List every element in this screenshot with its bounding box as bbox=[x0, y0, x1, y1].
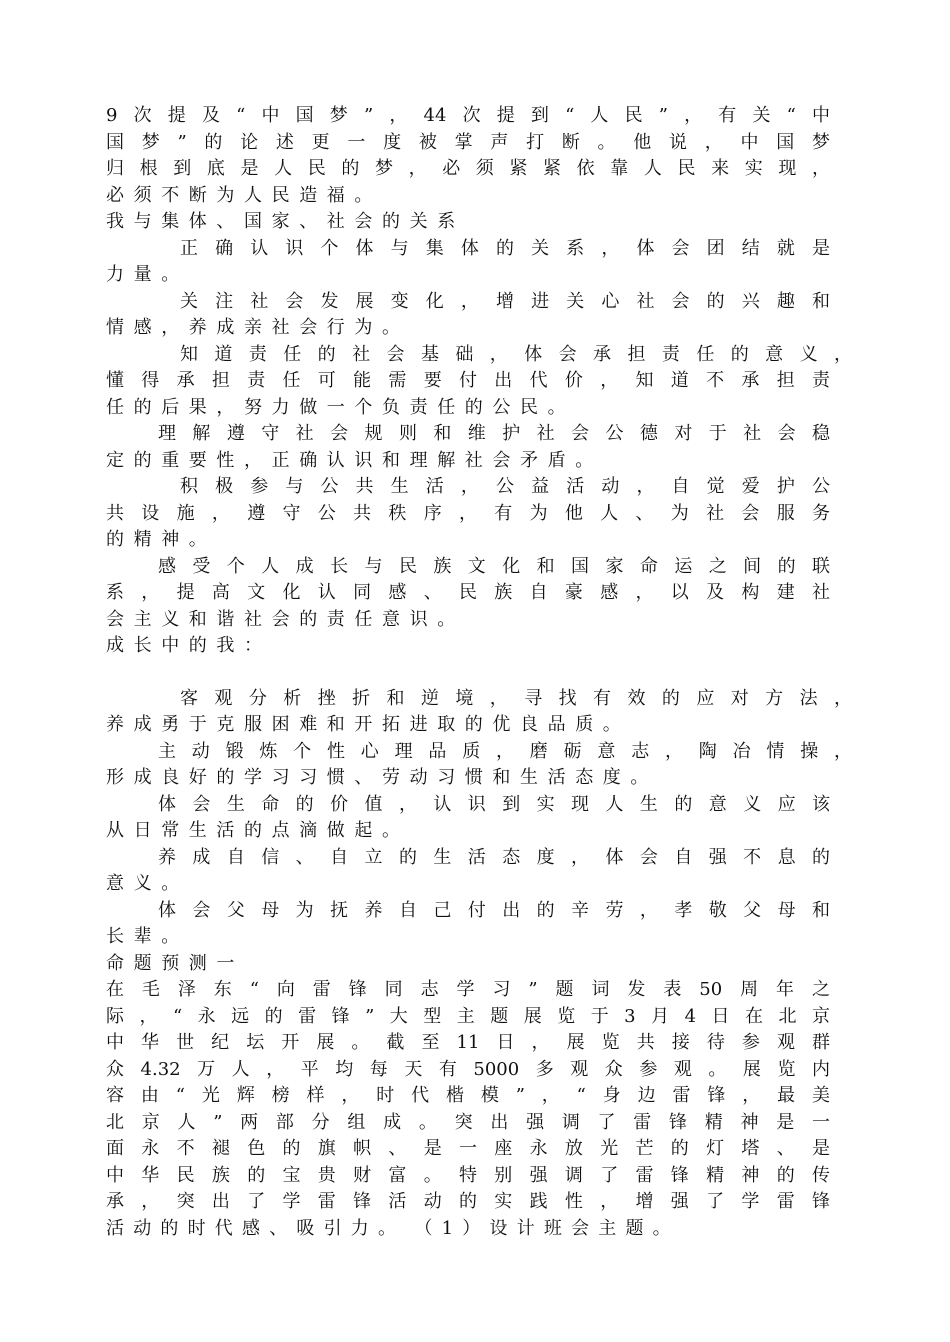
text-line: 理解遵守社会规则和维护社会公德对于社会稳 bbox=[158, 423, 830, 444]
text-line: 的精神。 bbox=[106, 529, 217, 550]
text-line: 容由“光辉榜样，时代楷模”，“身边雷锋，最美 bbox=[106, 1085, 830, 1106]
text-line: 系，提高文化认同感、民族自豪感，以及构建社 bbox=[106, 582, 830, 603]
text-line: 情感，养成亲社会行为。 bbox=[106, 317, 410, 338]
text-line: 形成良好的学习习惯、劳动习惯和生活态度。 bbox=[106, 767, 658, 788]
text-line: 中华世纪坛开展。截至11日，展览共接待参观群 bbox=[106, 1032, 830, 1053]
section-heading: 成长中的我： bbox=[106, 635, 272, 656]
text-line: 活动的时代感、吸引力。 （1）设计班会主题。 bbox=[106, 1218, 680, 1239]
text-line: 定的重要性，正确认识和理解社会矛盾。 bbox=[106, 450, 603, 471]
text-line: 际，“永远的雷锋”大型主题展览于3月4日在北京 bbox=[106, 1006, 830, 1027]
text-line: 懂得承担责任可能需要付出代价，知道不承担责 bbox=[106, 370, 830, 391]
text-line: 客观分析挫折和逆境，寻找有效的应对方法， bbox=[180, 688, 852, 709]
text-line: 养成勇于克服困难和开拓进取的优良品质。 bbox=[106, 714, 631, 735]
text-line: 国梦”的论述更一度被掌声打断。他说，中国梦 bbox=[106, 132, 830, 153]
text-line: 必须不断为人民造福。 bbox=[106, 185, 382, 206]
text-line: 承，突出了学雷锋活动的实践性，增强了学雷锋 bbox=[106, 1191, 830, 1212]
text-line: 养成自信、自立的生活态度，体会自强不息的 bbox=[158, 847, 830, 868]
text-line: 面永不褪色的旗帜、是一座永放光芒的灯塔、是 bbox=[106, 1138, 830, 1159]
text-line: 积极参与公共生活，公益活动，自觉爱护公 bbox=[180, 476, 830, 497]
text-line: 体会生命的价值，认识到实现人生的意义应该 bbox=[158, 794, 830, 815]
text-line: 众4.32万人，平均每天有5000多观众参观。展览内 bbox=[106, 1059, 830, 1080]
section-heading: 我与集体、国家、社会的关系 bbox=[106, 211, 465, 232]
text-line: 长辈。 bbox=[106, 926, 189, 947]
text-line: 从日常生活的点滴做起。 bbox=[106, 820, 410, 841]
text-line: 会主义和谐社会的责任意识。 bbox=[106, 609, 465, 630]
text-line: 知道责任的社会基础，体会承担责任的意义， bbox=[180, 344, 852, 365]
text-line: 中华民族的宝贵财富。特别强调了雷锋精神的传 bbox=[106, 1165, 830, 1186]
text-line: 力量。 bbox=[106, 264, 189, 285]
section-heading: 命题预测一 bbox=[106, 953, 244, 974]
text-line: 关注社会发展变化，增进关心社会的兴趣和 bbox=[180, 291, 830, 312]
text-line: 意义。 bbox=[106, 873, 189, 894]
text-line: 任的后果，努力做一个负责任的公民。 bbox=[106, 397, 576, 418]
text-line: 感受个人成长与民族文化和国家命运之间的联 bbox=[158, 556, 830, 577]
text-line: 正确认识个体与集体的关系，体会团结就是 bbox=[180, 238, 830, 259]
text-line: 共设施，遵守公共秩序，有为他人、为社会服务 bbox=[106, 503, 830, 524]
text-line: 主动锻炼个性心理品质，磨砺意志，陶冶情操， bbox=[158, 741, 852, 762]
text-line: 归根到底是人民的梦，必须紧紧依靠人民来实现， bbox=[106, 158, 830, 179]
text-line: 9次提及“中国梦”，44次提到“人民”，有关“中 bbox=[106, 105, 830, 126]
text-line: 在毛泽东“向雷锋同志学习”题词发表50周年之 bbox=[106, 979, 830, 1000]
text-line: 体会父母为抚养自己付出的辛劳，孝敬父母和 bbox=[158, 900, 830, 921]
text-line: 北京人”两部分组成。突出强调了雷锋精神是一 bbox=[106, 1112, 830, 1133]
